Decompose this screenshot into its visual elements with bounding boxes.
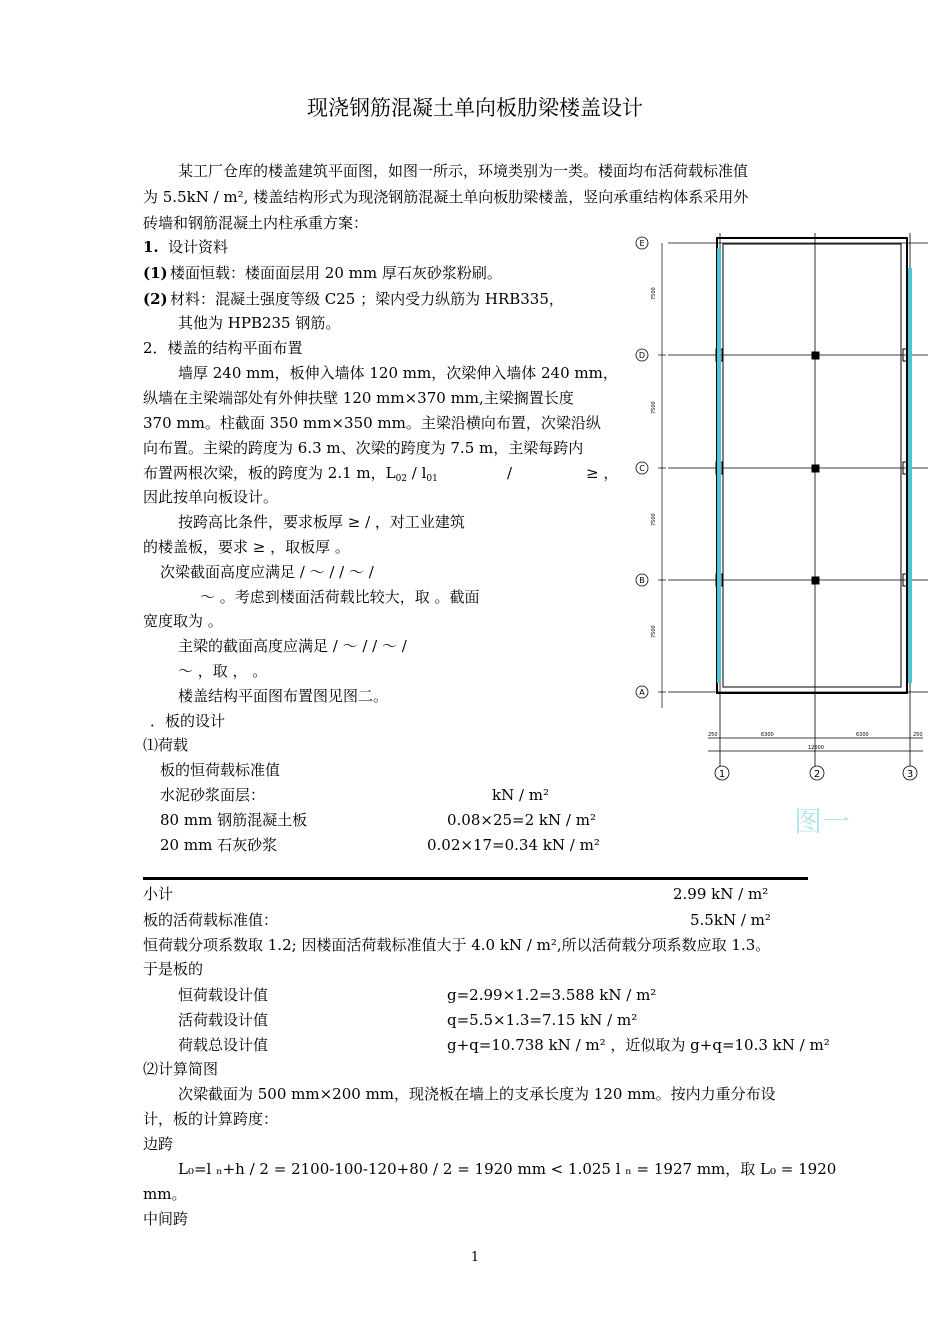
subtotal-rule	[143, 877, 808, 880]
span-line-2: 计，板的计算跨度：	[143, 1110, 279, 1128]
design-load-name: 恒荷载设计值	[178, 986, 269, 1004]
dim-left-4: 7500	[651, 625, 657, 638]
section-2-title: 2．楼盖的结构平面布置	[143, 339, 303, 357]
edge-span-formula: L₀=l ₙ+h / 2 = 2100-100-120+80 / 2 = 1920 mm < 1.025 l ₙ = 1927 mm，取 L₀ = 1920	[178, 1160, 837, 1178]
page-title: 现浇钢筋混凝土单向板肋梁楼盖设计	[307, 96, 643, 120]
design-load-value: g+q=10.738 kN / m² ，近似取为 g+q=10.3 kN / m²	[447, 1036, 830, 1054]
load-item-value: 0.02×17=0.34 kN / m²	[427, 836, 600, 854]
thickness-line-1: 按跨高比条件，要求板厚 ≥ / ，对工业建筑	[178, 513, 465, 531]
intro-line-2: 为 5.5kN / m², 楼盖结构形式为现浇钢筋混凝土单向板肋梁楼盖，竖向承重结构体系采用外	[143, 188, 749, 206]
section-1-num: 1.	[143, 238, 159, 256]
figure-caption: 图一	[794, 805, 851, 838]
subtotal-value: 2.99 kN / m²	[673, 885, 769, 903]
dim-bottom-1: 250	[708, 732, 718, 738]
item-1-num: (1)	[143, 264, 168, 282]
subtotal-label: 小计	[143, 885, 174, 903]
layout-line-3: 370 mm。柱截面 350 mm×350 mm。主梁沿横向布置，次梁沿纵	[143, 414, 601, 432]
secondary-beam-line-2: ～ 。考虑到楼面活荷载比较大，取 。截面	[200, 588, 480, 606]
factor-line: 恒荷载分项系数取 1.2; 因楼面活荷载标准值大于 4.0 kN / m²,所以活荷载分项系数应取 1.3。	[143, 936, 771, 954]
axis-row-label: A	[639, 688, 645, 697]
dead-load-heading: 板的恒荷载标准值	[160, 761, 281, 779]
layout-line-5-slash: /	[507, 464, 513, 482]
live-load-value: 5.5kN / m²	[690, 911, 771, 929]
dim-bottom-2: 6300	[761, 732, 774, 738]
load-item-name: 80 mm 钢筋混凝土板	[160, 811, 308, 829]
dim-left-2: 7500	[651, 401, 657, 414]
axis-row-label: D	[638, 351, 646, 360]
design-load-value: g=2.99×1.2=3.588 kN / m²	[447, 986, 657, 1004]
load-item-name: 20 mm 石灰砂浆	[160, 836, 278, 854]
design-load-value: q=5.5×1.3=7.15 kN / m²	[447, 1011, 638, 1029]
middle-span-label: 中间跨	[143, 1210, 189, 1228]
layout-line-5-ge: ≥ ，	[586, 464, 619, 482]
intro-line-1: 某工厂仓库的楼盖建筑平面图，如图一所示，环境类别为一类。楼面均布活荷载标准值	[178, 162, 749, 180]
axis-col-label: 3	[906, 769, 914, 780]
load-item-value: 0.08×25=2 kN / m²	[447, 811, 596, 829]
item-2-num: (2)	[143, 290, 168, 308]
intro-line-3: 砖墙和钢筋混凝土内柱承重方案：	[143, 214, 369, 232]
edge-span-label: 边跨	[143, 1135, 174, 1153]
dim-left-3: 7500	[651, 513, 657, 526]
live-load-label: 板的活荷载标准值：	[143, 911, 279, 929]
load-item-value: kN / m²	[492, 786, 550, 804]
axis-col-label: 1	[718, 769, 726, 780]
item-2-text: 材料：混凝土强度等级 C25 ；梁内受力纵筋为 HRB335，	[170, 290, 564, 308]
load-heading: ⑴荷载	[143, 736, 189, 754]
dim-bottom-4: 250	[913, 732, 923, 738]
edge-span-formula-end: mm。	[143, 1185, 187, 1203]
layout-line-4: 向布置。主梁的跨度为 6.3 m、次梁的跨度为 7.5 m，主梁每跨内	[143, 439, 584, 457]
axis-col-label: 2	[813, 769, 821, 780]
right-wall-highlight	[908, 268, 912, 683]
layout-line-2: 纵墙在主梁端部处有外伸扶壁 120 mm×370 mm,主梁搁置长度	[143, 389, 574, 407]
main-beam-line-2: ～ ，取 ， 。	[178, 662, 268, 680]
dim-bottom-total: 12600	[808, 745, 824, 751]
dim-bottom-3: 6300	[856, 732, 869, 738]
axis-row-label: E	[639, 239, 645, 248]
thickness-line-2: 的楼盖板，要求 ≥ ，取板厚 。	[143, 538, 350, 556]
section-4-title: ⑵计算简图	[143, 1060, 219, 1078]
layout-line-1: 墙厚 240 mm，板伸入墙体 120 mm，次梁伸入墙体 240 mm，	[178, 364, 618, 382]
design-load-name: 荷载总设计值	[178, 1036, 269, 1054]
section-1-title: 设计资料	[168, 238, 229, 256]
axis-row-label: B	[639, 576, 645, 585]
section-3-title: ．板的设计	[150, 712, 226, 730]
plan-ref-line: 楼盖结构平面图布置图见图二。	[178, 687, 389, 705]
floor-plan-figure	[628, 228, 928, 788]
main-beam-line-1: 主梁的截面高度应满足 / ～ / / ～ /	[178, 637, 407, 655]
factor-line-2: 于是板的	[143, 960, 204, 978]
left-wall-highlight	[717, 248, 721, 683]
page-number: 1	[470, 1250, 480, 1265]
layout-line-5: 布置两根次梁，板的跨度为 2.1 m，$L_{02} / l_{01}$	[143, 464, 438, 484]
design-load-name: 活荷载设计值	[178, 1011, 269, 1029]
item-1-text: 楼面恒载：楼面面层用 20 mm 厚石灰砂浆粉刷。	[170, 264, 502, 282]
secondary-beam-line-1: 次梁截面高度应满足 / ～ / / ～ /	[160, 563, 374, 581]
layout-line-6: 因此按单向板设计。	[143, 488, 279, 506]
span-line-1: 次梁截面为 500 mm×200 mm，现浇板在墙上的支承长度为 120 mm。按内力重分布设	[178, 1085, 776, 1103]
item-2-cont: 其他为 HPB235 钢筋。	[178, 314, 341, 332]
load-item-name: 水泥砂浆面层：	[160, 786, 266, 804]
dim-left-1: 7500	[651, 287, 657, 300]
secondary-beam-line-3: 宽度取为 。	[143, 612, 223, 630]
axis-row-label: C	[639, 464, 645, 473]
